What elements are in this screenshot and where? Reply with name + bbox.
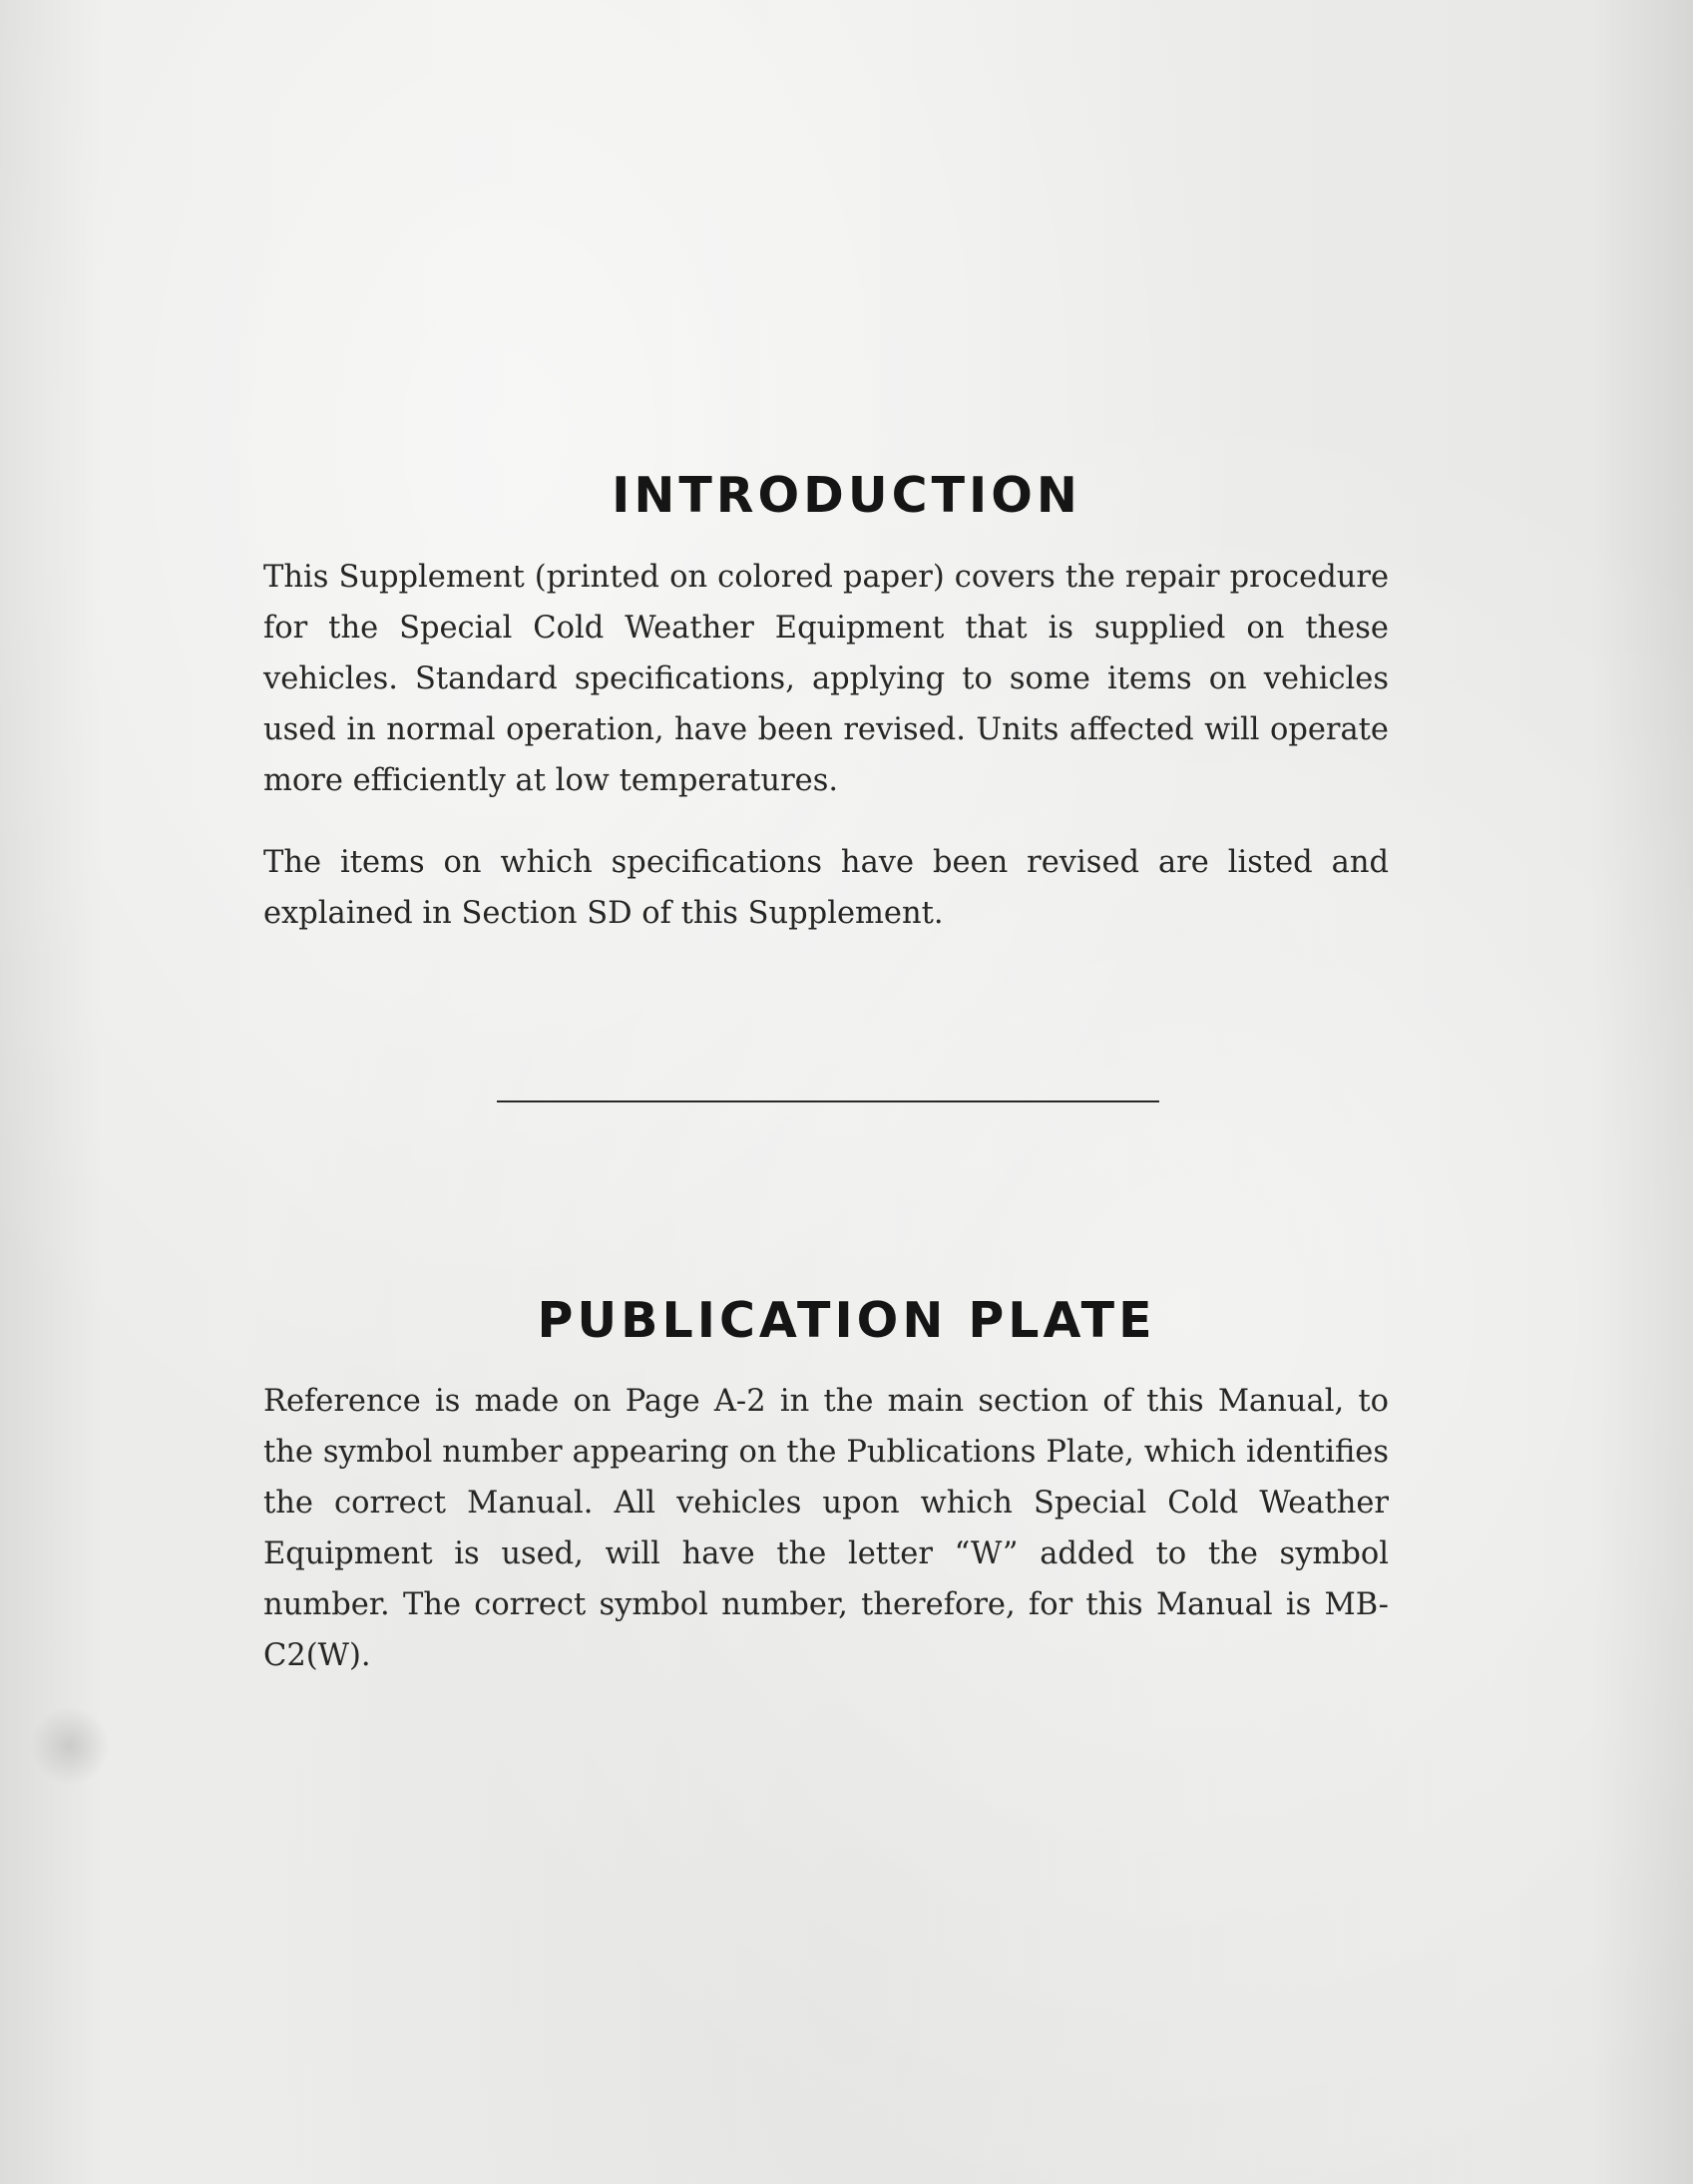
- publication-plate-heading: PUBLICATION PLATE: [537, 1292, 1156, 1349]
- introduction-heading: INTRODUCTION: [612, 467, 1081, 524]
- publication-plate-paragraph: Reference is made on Page A-2 in the main section of this Manual, to the symbol number appearing on the Publications Plate, which identifies the correct Manual. All vehicles upon which Special Cold Weather Equipment is used, will have the letter “W” added to the symbol number. The correct symbol number, therefore, for this Manual is MB-C2(W).: [263, 1384, 1389, 1673]
- paper-stain: [30, 1706, 110, 1786]
- introduction-paragraph-1: This Supplement (printed on colored paper) covers the repair procedure for the Special Cold Weather Equipment that is supplied on these vehicles. Standard specifications, applying to some items on vehicles used in normal operation, have been revised. Units affected will operate more efficiently at low temperatures.: [263, 560, 1389, 798]
- introduction-paragraph-2: The items on which specifications have been revised are listed and explained in Section SD of this Supplement.: [263, 845, 1389, 931]
- section-divider: [497, 1100, 1159, 1102]
